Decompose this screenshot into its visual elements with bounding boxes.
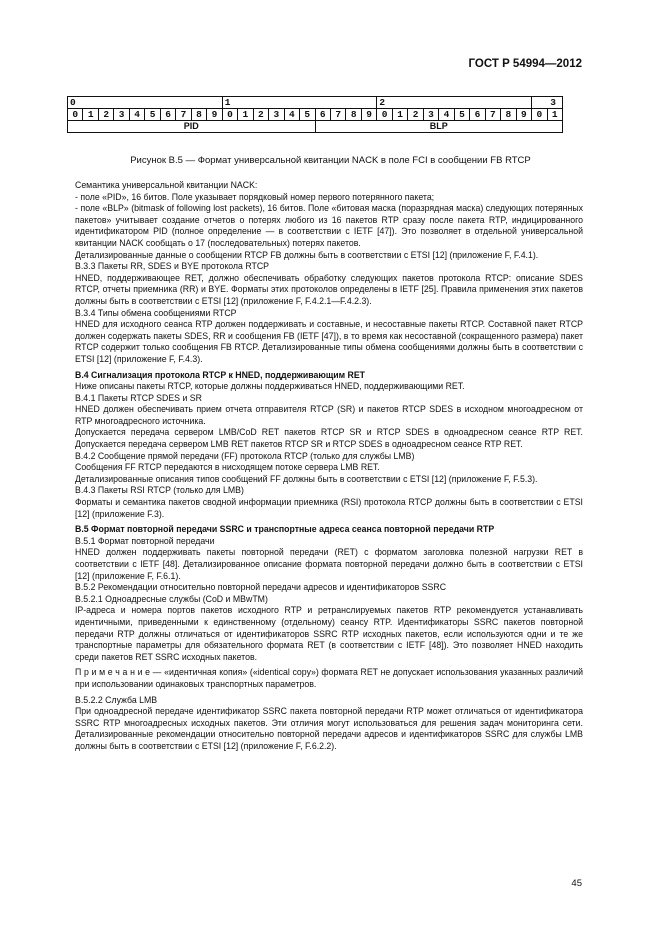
octet-label-0: 0 — [68, 97, 223, 109]
field-blp: BLP — [315, 121, 563, 133]
bit-cell: 2 — [98, 109, 113, 121]
document-header: ГОСТ Р 54994—2012 — [468, 58, 582, 70]
bit-cell: 8 — [501, 109, 516, 121]
paragraph: HNED, поддерживающее RET, должно обеспечивать обработку следующих пакетов протокола RTCP: описание SDES RTCP, отчеты приемника (RR) и BYE. Форматы этих протоколов определены в IETF [25]. Правила применения этих пакетов должны быть в соответствии с ETSI [12] (приложение F, F.4.2.1—F.4.2.3). — [75, 272, 583, 306]
paragraph: Ниже описаны пакеты RTCP, которые должны поддерживаться HNED, поддерживающими RET. — [75, 381, 465, 392]
body-text — [75, 180, 583, 753]
bit-cell: 2 — [253, 109, 268, 121]
nack-format-figure — [67, 96, 563, 133]
paragraph: Детализированные данные о сообщении RTCP FB должны быть в соответствии с ETSI [12] (приложение F, F.4.1). — [75, 249, 539, 260]
paragraph: Допускается передача сервером LMB/CoD RET пакетов RTCP SR и RTCP SDES в одноадресном сеансе RTP RET. Допускается передача сервером LMB RET пакетов RTCP SR и RTCP SDES в одноадресном сеансе RTP RET. — [75, 427, 583, 450]
octet-label-2: 2 — [377, 97, 532, 109]
subsection-heading: В.4.1 Пакеты RTCP SDES и SR — [75, 392, 202, 403]
figure-field-row — [68, 121, 563, 133]
bit-cell: 7 — [485, 109, 500, 121]
paragraph: Сообщения FF RTCP передаются в нисходящем потоке сервера LMB RET. — [75, 462, 380, 473]
bit-cell: 7 — [176, 109, 191, 121]
paragraph: Семантика универсальной квитанции NACK: — [75, 180, 258, 190]
bit-cell: 3 — [423, 109, 438, 121]
subsection-heading: В.5.2.1 Одноадресные службы (CoD и MBwTM) — [75, 593, 268, 604]
bit-cell: 4 — [439, 109, 454, 121]
bit-cell: 1 — [83, 109, 98, 121]
octet-label-3: 3 — [532, 97, 563, 109]
bit-cell: 3 — [114, 109, 129, 121]
bit-cell: 0 — [222, 109, 237, 121]
page-number: 45 — [571, 878, 582, 889]
bit-cell: 0 — [377, 109, 392, 121]
bit-cell: 6 — [470, 109, 485, 121]
section-heading: В.5 Формат повторной передачи SSRC и транспортные адреса сеанса повторной передачи RTP — [75, 524, 495, 535]
bit-cell: 9 — [516, 109, 531, 121]
bit-cell: 2 — [408, 109, 423, 121]
paragraph: Детализированные описания типов сообщений FF должны быть в соответствии с ETSI [12] (приложение F, F.5.3). — [75, 473, 538, 484]
subsection-heading: В.3.4 Типы обмена сообщениями RTCP — [75, 307, 237, 318]
bit-cell: 0 — [532, 109, 547, 121]
bit-cell: 5 — [145, 109, 160, 121]
paragraph: HNED для исходного сеанса RTP должен поддерживать и составные, и несоставные пакеты RTCP. Составной пакет RTCP должен содержать пакеты SDES, RR и сообщения FB (IETF [47]), в то время как несоставной (сокращенного размера) пакет RTCP содержит только сообщения FB RTCP. Детализированные типы обмена сообщениями должны быть в соответствии с ETSI [12] (приложение F, F.4.3). — [75, 319, 583, 364]
figure-caption: Рисунок В.5 — Формат универсальной квитанции NACK в поле FCI в сообщении FB RTCP — [130, 155, 531, 166]
bit-cell: 6 — [160, 109, 175, 121]
figure-bit-row — [68, 109, 563, 121]
bit-cell: 9 — [361, 109, 376, 121]
bit-cell: 7 — [330, 109, 345, 121]
bit-cell: 8 — [346, 109, 361, 121]
figure-octet-row — [68, 97, 563, 109]
field-pid: PID — [68, 121, 316, 133]
note: П р и м е ч а н и е — «идентичная копия» («identical copy») формата RET не допускает использования указанных различий при использовании одинаковых транспортных параметров. — [75, 667, 583, 689]
bit-cell: 4 — [129, 109, 144, 121]
section-heading: В.4 Сигнализация протокола RTCP к HNED, поддерживающим RET — [75, 369, 366, 380]
octet-label-1: 1 — [222, 97, 377, 109]
bit-cell: 3 — [269, 109, 284, 121]
subsection-heading: В.5.2.2 Служба LMB — [75, 694, 158, 705]
subsection-heading: В.3.3 Пакеты RR, SDES и BYE протокола RTCP — [75, 261, 269, 272]
paragraph: При одноадресной передаче идентификатор SSRC пакета повторной передачи RTP может отличаться от идентификатора SSRC RTP многоадресных исходных пакетов. Эти отличия могут использоваться для решения задач мониторинга сети. Детализированные рекомендации относительно повторной передачи адресов и идентификаторов SSRC для службы LMB должны быть в соответствии с ETSI [12] (приложение F, F.6.2.2). — [75, 706, 583, 751]
bit-cell: 0 — [68, 109, 83, 121]
paragraph: - поле «BLP» (bitmask of following lost packets), 16 битов. Поле «битовая маска (поразрядная маска) следующих потерянных пакетов» учитывает создание отчетов о потерях любого из 16 пакетов RTP сразу после пакета RTP, индицированного идентификатором PID (полное определение — в соответствии с IETF [47]). Это позволяет в отдельной универсальной квитанции NACK сообщать о 17 (последовательных) потерях пакетов. — [75, 203, 583, 248]
paragraph: Форматы и семантика пакетов сводной информации приемника (RSI) протокола RTCP должны быть в соответствии с ETSI [12] (приложение F.3). — [75, 497, 583, 519]
bit-cell: 5 — [300, 109, 315, 121]
bit-cell: 4 — [284, 109, 299, 121]
bit-cell: 6 — [315, 109, 330, 121]
subsection-heading: В.5.2 Рекомендации относительно повторной передачи адресов и идентификаторов SSRC — [75, 582, 447, 593]
subsection-heading: В.5.1 Формат повторной передачи — [75, 535, 215, 546]
bit-cell: 1 — [547, 109, 562, 121]
bit-cell: 8 — [191, 109, 206, 121]
subsection-heading: В.4.2 Сообщение прямой передачи (FF) протокола RTCP (только для службы LMB) — [75, 450, 415, 461]
paragraph: HNED должен обеспечивать прием отчета отправителя RTCP (SR) и пакетов RTCP SDES в исходном многоадресном от RTP многоадресного источника. — [75, 404, 583, 426]
paragraph: - поле «PID», 16 битов. Поле указывает порядковый номер первого потерянного пакета; — [75, 191, 435, 202]
bit-cell: 9 — [207, 109, 222, 121]
bit-cell: 1 — [392, 109, 407, 121]
subsection-heading: В.4.3 Пакеты RSI RTCP (только для LMB) — [75, 485, 244, 496]
paragraph: HNED должен поддерживать пакеты повторной передачи (RET) с форматом заголовка полезной нагрузки RET в соответствии с IETF [48]. Детализированное описание формата повторной передачи должно быть в соответствии с ETSI [12] (приложение F, F.6.1). — [75, 547, 583, 581]
bit-cell: 1 — [238, 109, 253, 121]
bit-cell: 5 — [454, 109, 469, 121]
paragraph: IP-адреса и номера портов пакетов исходного RTP и ретранслируемых пакетов RTP рекомендуется устанавливать идентичными, приведенными к единственному (отдельному) сеансу RTP. Идентификаторы SSRC пакетов повторной передачи RTP должны отличаться от идентификаторов SSRC RTP исходных пакетов, если используются одни и те же транспортные параметры для обязательного формата RET (в соответствии с IETF [48]). Это позволяет HNED находить среди пакетов RET SSRC исходных пакетов. — [75, 605, 583, 662]
